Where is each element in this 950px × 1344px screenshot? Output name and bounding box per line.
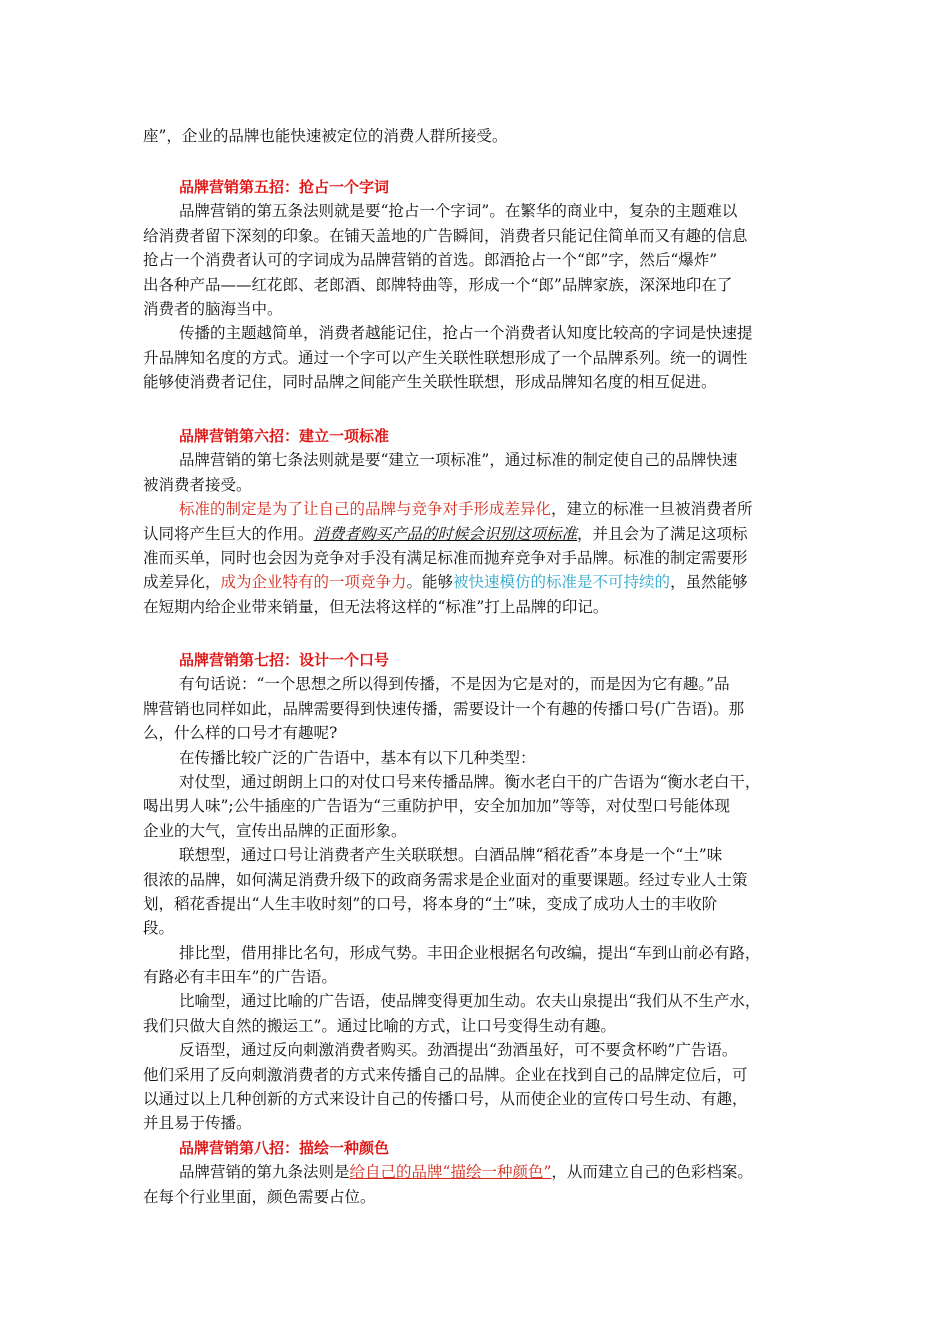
text-line: 他们采用了反向刺激消费者的方式来传播自己的品牌。企业在找到自己的品牌定位后，可 xyxy=(143,1065,748,1084)
text-line: 么，什么样的口号才有趣呢? xyxy=(143,724,338,743)
highlighted-text: 给自己的品牌“描绘一种颜色” xyxy=(349,1163,552,1182)
paragraph xyxy=(143,672,815,745)
text-line: 排比型，借用排比名句，形成气势。丰田企业根据名句改编，提出“车到山前必有路， xyxy=(179,943,761,962)
text-line: 比喻型，通过比喻的广告语，使品牌变得更加生动。农夫山泉提出“我们从不生产水， xyxy=(179,992,761,1011)
text-line: 在传播比较广泛的广告语中，基本有以下几种类型： xyxy=(179,748,536,767)
highlighted-text: 成为企业特有的一项竞争力 xyxy=(220,573,407,592)
section-7 xyxy=(143,648,815,1209)
text-line: 反语型，通过反向刺激消费者购买。劲酒提出“劲酒虽好，可不要贪杯哟”广告语。 xyxy=(179,1041,738,1060)
text-line xyxy=(143,570,815,594)
paragraph xyxy=(143,1160,815,1209)
section-6 xyxy=(143,424,815,619)
paragraph xyxy=(143,1038,815,1136)
section-5 xyxy=(143,175,815,395)
text-line: 联想型，通过口号让消费者产生关联联想。白酒品牌“稻花香”本身是一个“土”味 xyxy=(179,846,723,865)
text-line: 座”，企业的品牌也能快速被定位的消费人群所接受。 xyxy=(143,127,508,145)
paragraph xyxy=(143,989,815,1038)
paragraph xyxy=(143,941,815,990)
text-line xyxy=(143,497,815,521)
text-line: 升品牌知名度的方式。通过一个字可以产生关联性联想形成了一个品牌系列。统一的调性 xyxy=(143,348,748,367)
text-line: 以通过以上几种创新的方式来设计自己的传播口号，从而使企业的宣传口号生动、有趣， xyxy=(143,1090,748,1109)
text-span: ，虽然能够 xyxy=(670,573,748,592)
text-line xyxy=(143,522,815,546)
text-line: 划，稻花香提出“人生丰收时刻”的口号，将本身的“土”味，变成了成功人士的丰收阶 xyxy=(143,894,718,913)
text-line: 牌营销也同样如此，品牌需要得到快速传播，需要设计一个有趣的传播口号(广告语)。那 xyxy=(143,699,745,718)
text-line: 在短期内给企业带来销量，但无法将这样的“标准”打上品牌的印记。 xyxy=(143,597,609,616)
text-line xyxy=(143,1160,815,1184)
text-line: 企业的大气，宣传出品牌的正面形象。 xyxy=(143,821,407,840)
text-line: 品牌营销的第七条法则就是要“建立一项标准”，通过标准的制定使自己的品牌快速 xyxy=(179,451,738,470)
paragraph xyxy=(143,199,815,321)
text-line: 被消费者接受。 xyxy=(143,475,252,494)
highlighted-text: 被快速模仿的标准是不可持续的 xyxy=(453,573,671,592)
text-line: 在每个行业里面，颜色需要占位。 xyxy=(143,1187,376,1206)
paragraph xyxy=(143,770,815,843)
intro-paragraph xyxy=(143,124,815,148)
text-span: 。能够 xyxy=(406,573,454,592)
paragraph xyxy=(143,497,815,619)
section-heading: 品牌营销第六招：建立一项标准 xyxy=(179,427,390,445)
paragraph xyxy=(143,843,815,941)
text-line: 段。 xyxy=(143,919,175,938)
text-line: 给消费者留下深刻的印象。在铺天盖地的广告瞬间，消费者只能记住简单而又有趣的信息 xyxy=(143,226,748,245)
text-line: 能够使消费者记住，同时品牌之间能产生关联性联想，形成品牌知名度的相互促进。 xyxy=(143,373,717,392)
text-line: 喝出男人味”;公牛插座的广告语为“三重防护甲，安全加加加”等等，对仗型口号能体现 xyxy=(143,797,730,816)
text-line: 有路必有丰田车”的广告语。 xyxy=(143,968,337,987)
text-line: 出各种产品——红花郎、老郎酒、郎牌特曲等，形成一个“郎”品牌家族，深深地印在了 xyxy=(143,275,733,294)
text-line: 很浓的品牌，如何满足消费升级下的政商务需求是企业面对的重要课题。经过专业人士策 xyxy=(143,870,748,889)
paragraph xyxy=(143,448,815,497)
text-line: 传播的主题越简单，消费者越能记住，抢占一个消费者认知度比较高的字词是快速提 xyxy=(179,324,753,343)
section-heading: 品牌营销第八招：描绘一种颜色 xyxy=(179,1138,390,1157)
text-line: 有句话说：“一个思想之所以得到传播，不是因为它是对的，而是因为它有趣。”品 xyxy=(179,675,730,694)
text-line: 准而买单，同时也会因为竞争对手没有满足标准而抛弃竞争对手品牌。标准的制定需要形 xyxy=(143,548,748,567)
highlighted-text: 标准的制定是为了让自己的品牌与竞争对手形成差异化 xyxy=(179,500,552,519)
text-span: ，建立的标准一旦被消费者所 xyxy=(551,500,753,519)
text-span: 认同将产生巨大的作用。 xyxy=(143,524,314,543)
section-heading: 品牌营销第七招：设计一个口号 xyxy=(179,651,390,669)
text-line: 我们只做大自然的搬运工”。通过比喻的方式，让口号变得生动有趣。 xyxy=(143,1016,616,1035)
section-heading: 品牌营销第五招：抢占一个字词 xyxy=(179,178,390,196)
text-span: ，并且会为了满足这项标 xyxy=(577,524,748,543)
paragraph xyxy=(143,746,815,770)
text-line: 消费者的脑海当中。 xyxy=(143,299,283,318)
text-span: 品牌营销的第九条法则是 xyxy=(179,1163,350,1182)
text-span: 成差异化， xyxy=(143,573,221,592)
text-line: 对仗型，通过朗朗上口的对仗口号来传播品牌。衡水老白干的广告语为“衡水老白干， xyxy=(179,772,761,791)
text-line: 抢占一个消费者认可的字词成为品牌营销的首选。郎酒抢占一个“郎”字，然后“爆炸” xyxy=(143,251,718,270)
text-line: 并且易于传播。 xyxy=(143,1114,252,1133)
paragraph xyxy=(143,321,815,394)
emphasized-text: 消费者购买产品的时候会识别这项标准 xyxy=(313,524,578,543)
text-line: 品牌营销的第五条法则就是要“抢占一个字词”。在繁华的商业中，复杂的主题难以 xyxy=(179,202,738,221)
text-span: ，从而建立自己的色彩档案。 xyxy=(551,1163,753,1182)
